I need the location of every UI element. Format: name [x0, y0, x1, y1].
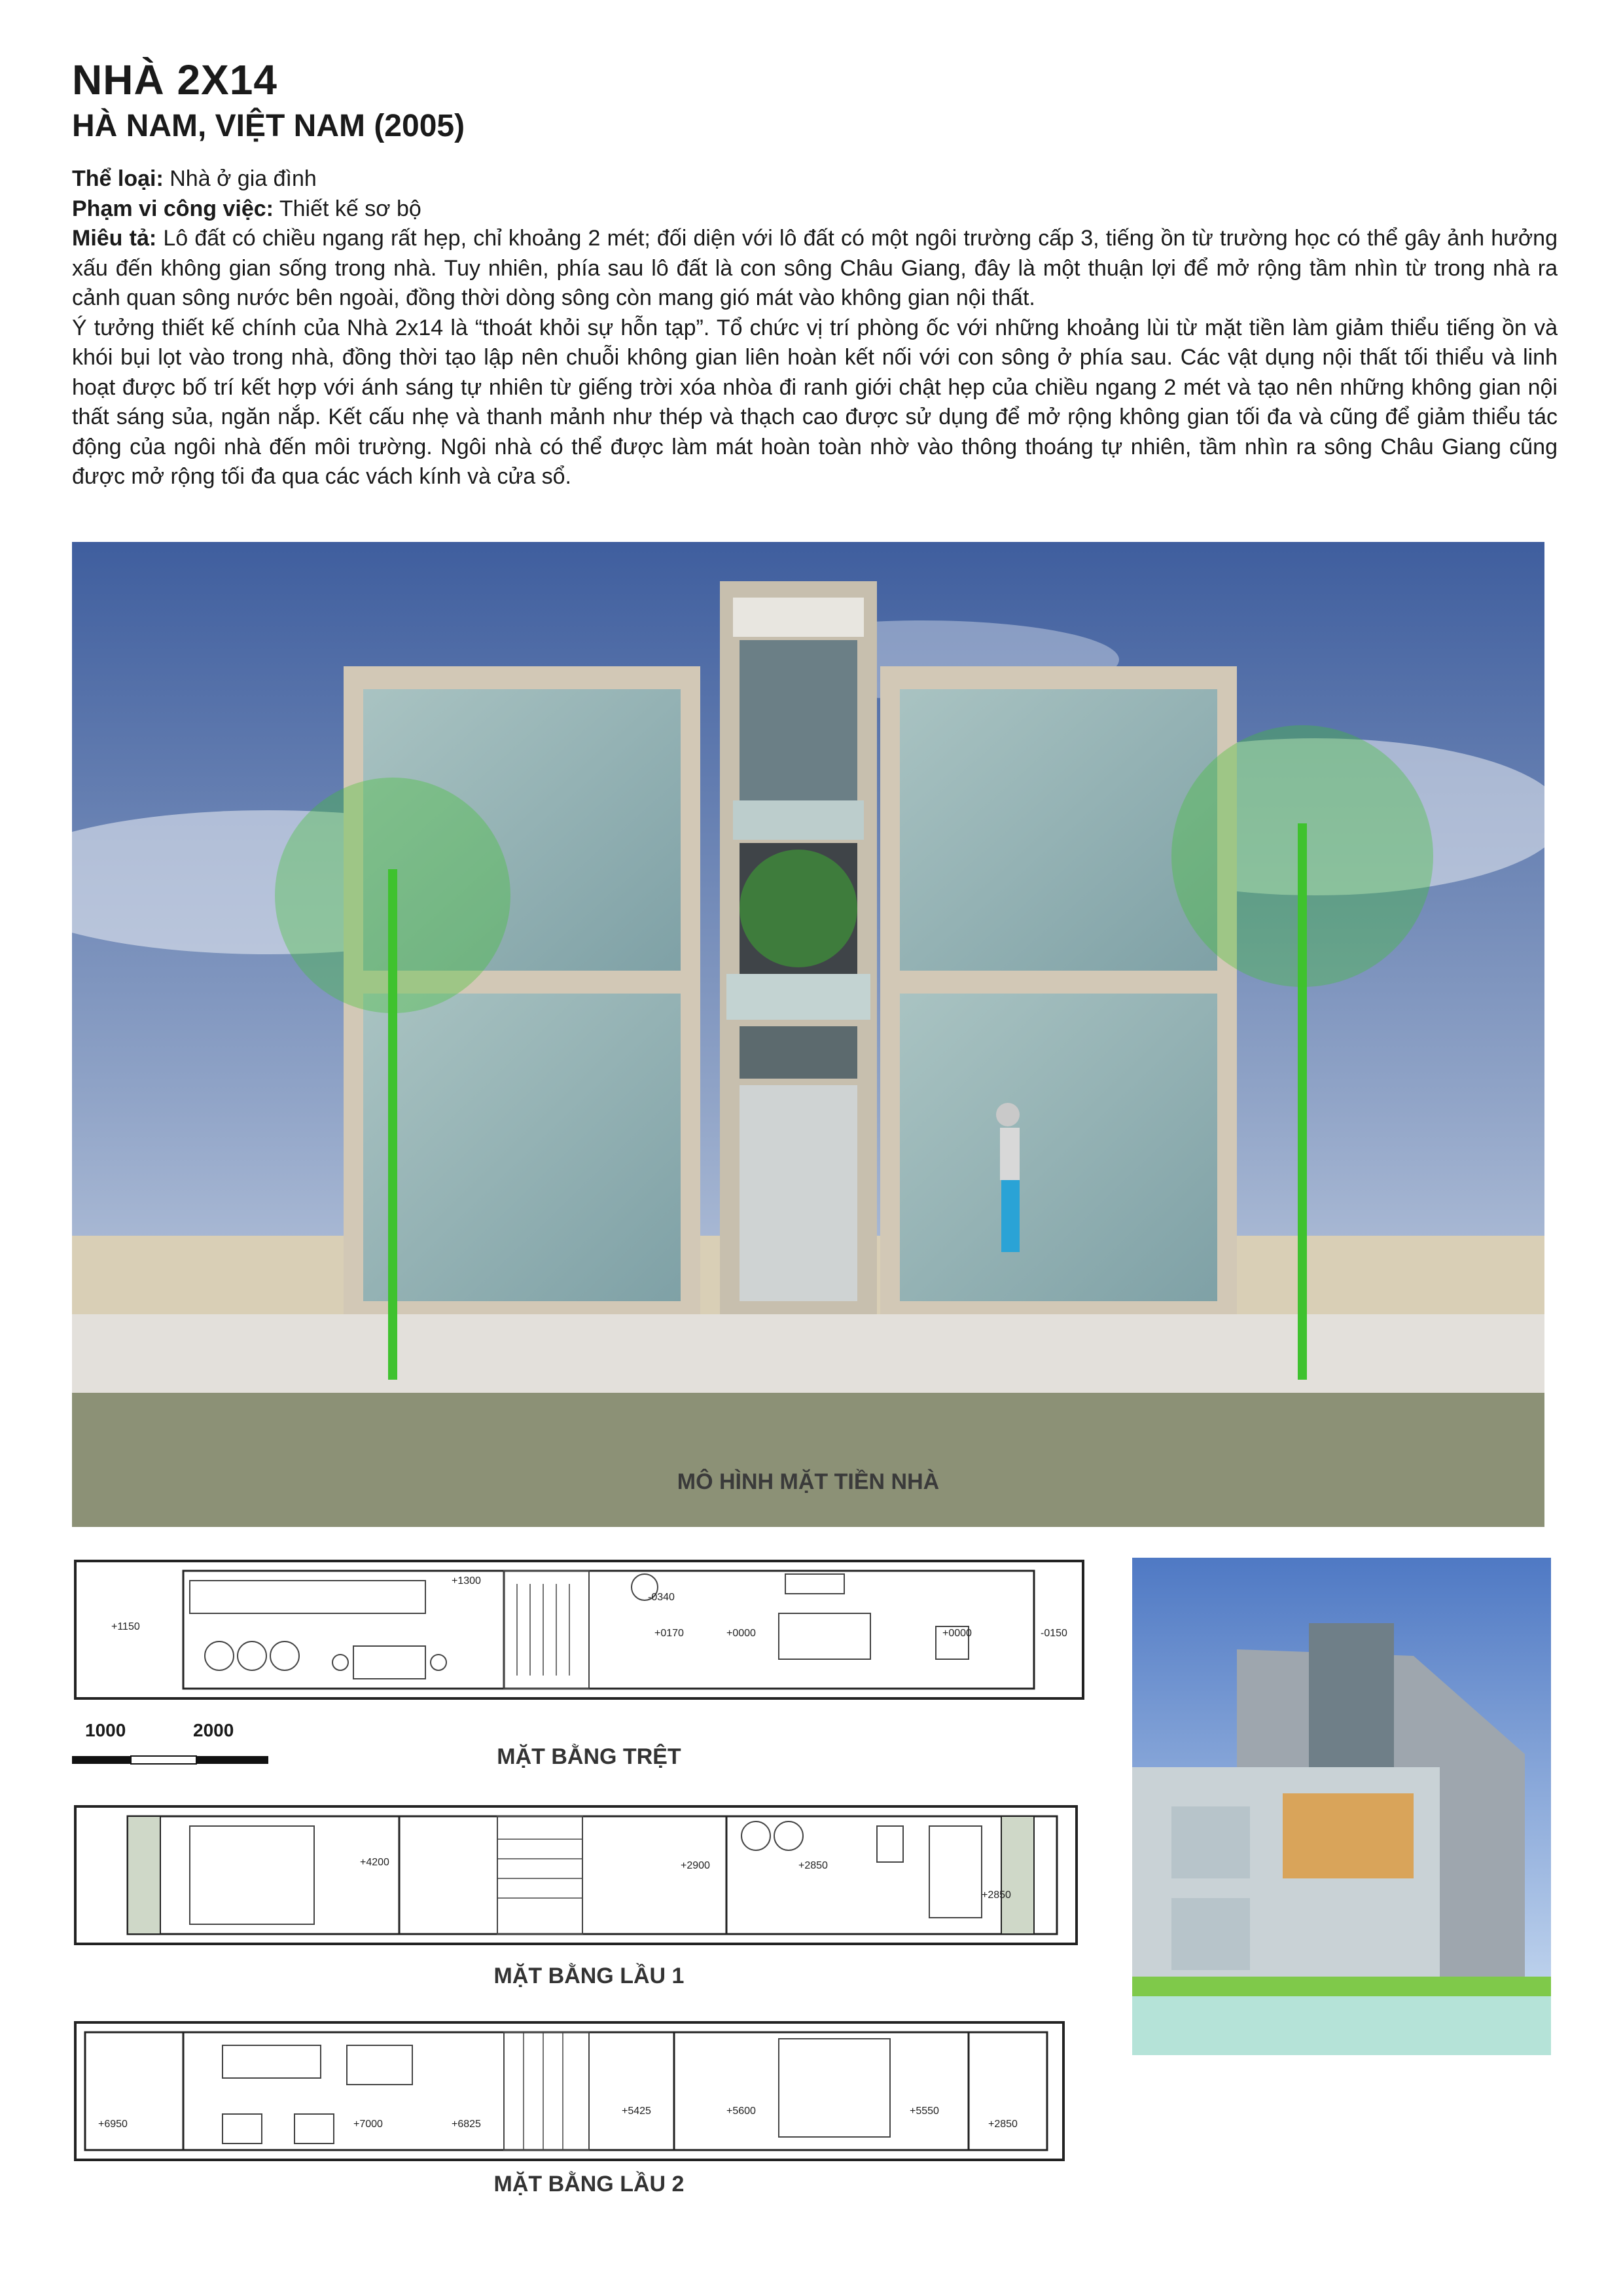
category-row: [72, 164, 1558, 194]
description-paragraph-2: Ý tưởng thiết kế chính của Nhà 2x14 là “thoát khỏi sự hỗn tạp”. Tổ chức vị trí phòng ốc với những khoảng lùi từ mặt tiền làm giảm thiểu tiếng ồn và khói bụi lọt vào trong nhà, đồng thời tạo lập nên chuỗi không gian liên hoàn kết nối với con sông ở phía sau. Các vật dụng nội thất tối thiểu và linh hoạt được bố trí kết hợp với ánh sáng tự nhiên từ giếng trời xóa nhòa đi ranh giới chật hẹp của chiều ngang 2 mét và tạo nên những không gian nội thất sáng sủa, ngăn nắp. Kết cấu nhẹ và thanh mảnh như thép và thạch cao được sử dụng để mở rộng không gian tối đa và cũng để giảm thiểu tác động của ngôi nhà đến môi trường. Ngôi nhà có thể được làm mát hoàn toàn nhờ vào thông thoáng tự nhiên, tầm nhìn ra sông Châu Giang cũng được mở rộng tối đa qua các vách kính và cửa sổ.: [72, 315, 1558, 489]
level-marker: +7000: [353, 2119, 383, 2130]
level-marker: +0000: [726, 1628, 756, 1639]
category-value: Nhà ở gia đình: [169, 166, 317, 191]
level-marker: +0170: [654, 1628, 684, 1639]
level-marker: +2900: [681, 1860, 710, 1871]
rear-perspective-render: [1132, 1558, 1551, 2055]
floor1-caption: MẶT BẰNG LẦU 1: [493, 1964, 685, 1988]
description: [72, 224, 1558, 492]
level-marker: -0150: [1041, 1628, 1067, 1639]
floor1-drawing: [72, 1800, 1106, 1950]
project-title: NHÀ 2X14: [72, 56, 277, 103]
level-marker: +5600: [726, 2106, 756, 2117]
level-marker: +5550: [910, 2106, 939, 2117]
level-marker: +0000: [942, 1628, 972, 1639]
ground-floor-caption: MẶT BẰNG TRỆT: [497, 1744, 681, 1769]
level-marker: +6950: [98, 2119, 128, 2130]
level-marker: +1150: [111, 1621, 140, 1632]
level-marker: +4200: [360, 1857, 389, 1868]
project-location: HÀ NAM, VIỆT NAM (2005): [72, 109, 465, 143]
scale-label-2000: 2000: [193, 1720, 234, 1740]
project-info: [72, 164, 1558, 224]
scope-value: Thiết kế sơ bộ: [279, 196, 421, 221]
description-paragraph-1: Lô đất có chiều ngang rất hẹp, chỉ khoảng 2 mét; đối diện với lô đất có một ngôi trường cấp 3, tiếng ồn từ trường học có thể gây ảnh hưởng xấu đến không gian sống trong nhà. Tuy nhiên, phía sau lô đất là con sông Châu Giang, đây là một thuận lợi để mở rộng tầm nhìn từ trong nhà ra cảnh quan sông nước bên ngoài, đồng thời dòng sông còn mang gió mát vào không gian nội thất.: [72, 226, 1558, 310]
floor2-drawing: [72, 2016, 1106, 2166]
level-marker: +2850: [798, 1860, 828, 1871]
level-marker: +2850: [982, 1890, 1011, 1901]
level-marker: -0340: [648, 1592, 675, 1603]
ground-floor-drawing: [72, 1554, 1106, 1705]
scope-row: [72, 194, 1558, 224]
facade-render-caption: MÔ HÌNH MẶT TIỀN NHÀ: [677, 1469, 940, 1494]
floor1-plan: [72, 1800, 1106, 1954]
floor2-caption: MẶT BẰNG LẦU 2: [493, 2172, 685, 2197]
ground-floor-plan: [72, 1554, 1106, 1708]
floor2-plan: [72, 2016, 1106, 2170]
scope-label: Phạm vi công việc:: [72, 196, 274, 221]
category-label: Thể loại:: [72, 166, 164, 191]
facade-render: [72, 542, 1544, 1527]
level-marker: +5425: [622, 2106, 651, 2117]
description-label: Miêu tả:: [72, 226, 157, 251]
scale-label-1000: 1000: [85, 1720, 126, 1740]
level-marker: +6825: [452, 2119, 481, 2130]
level-marker: +1300: [452, 1575, 481, 1587]
level-marker: +2850: [988, 2119, 1018, 2130]
